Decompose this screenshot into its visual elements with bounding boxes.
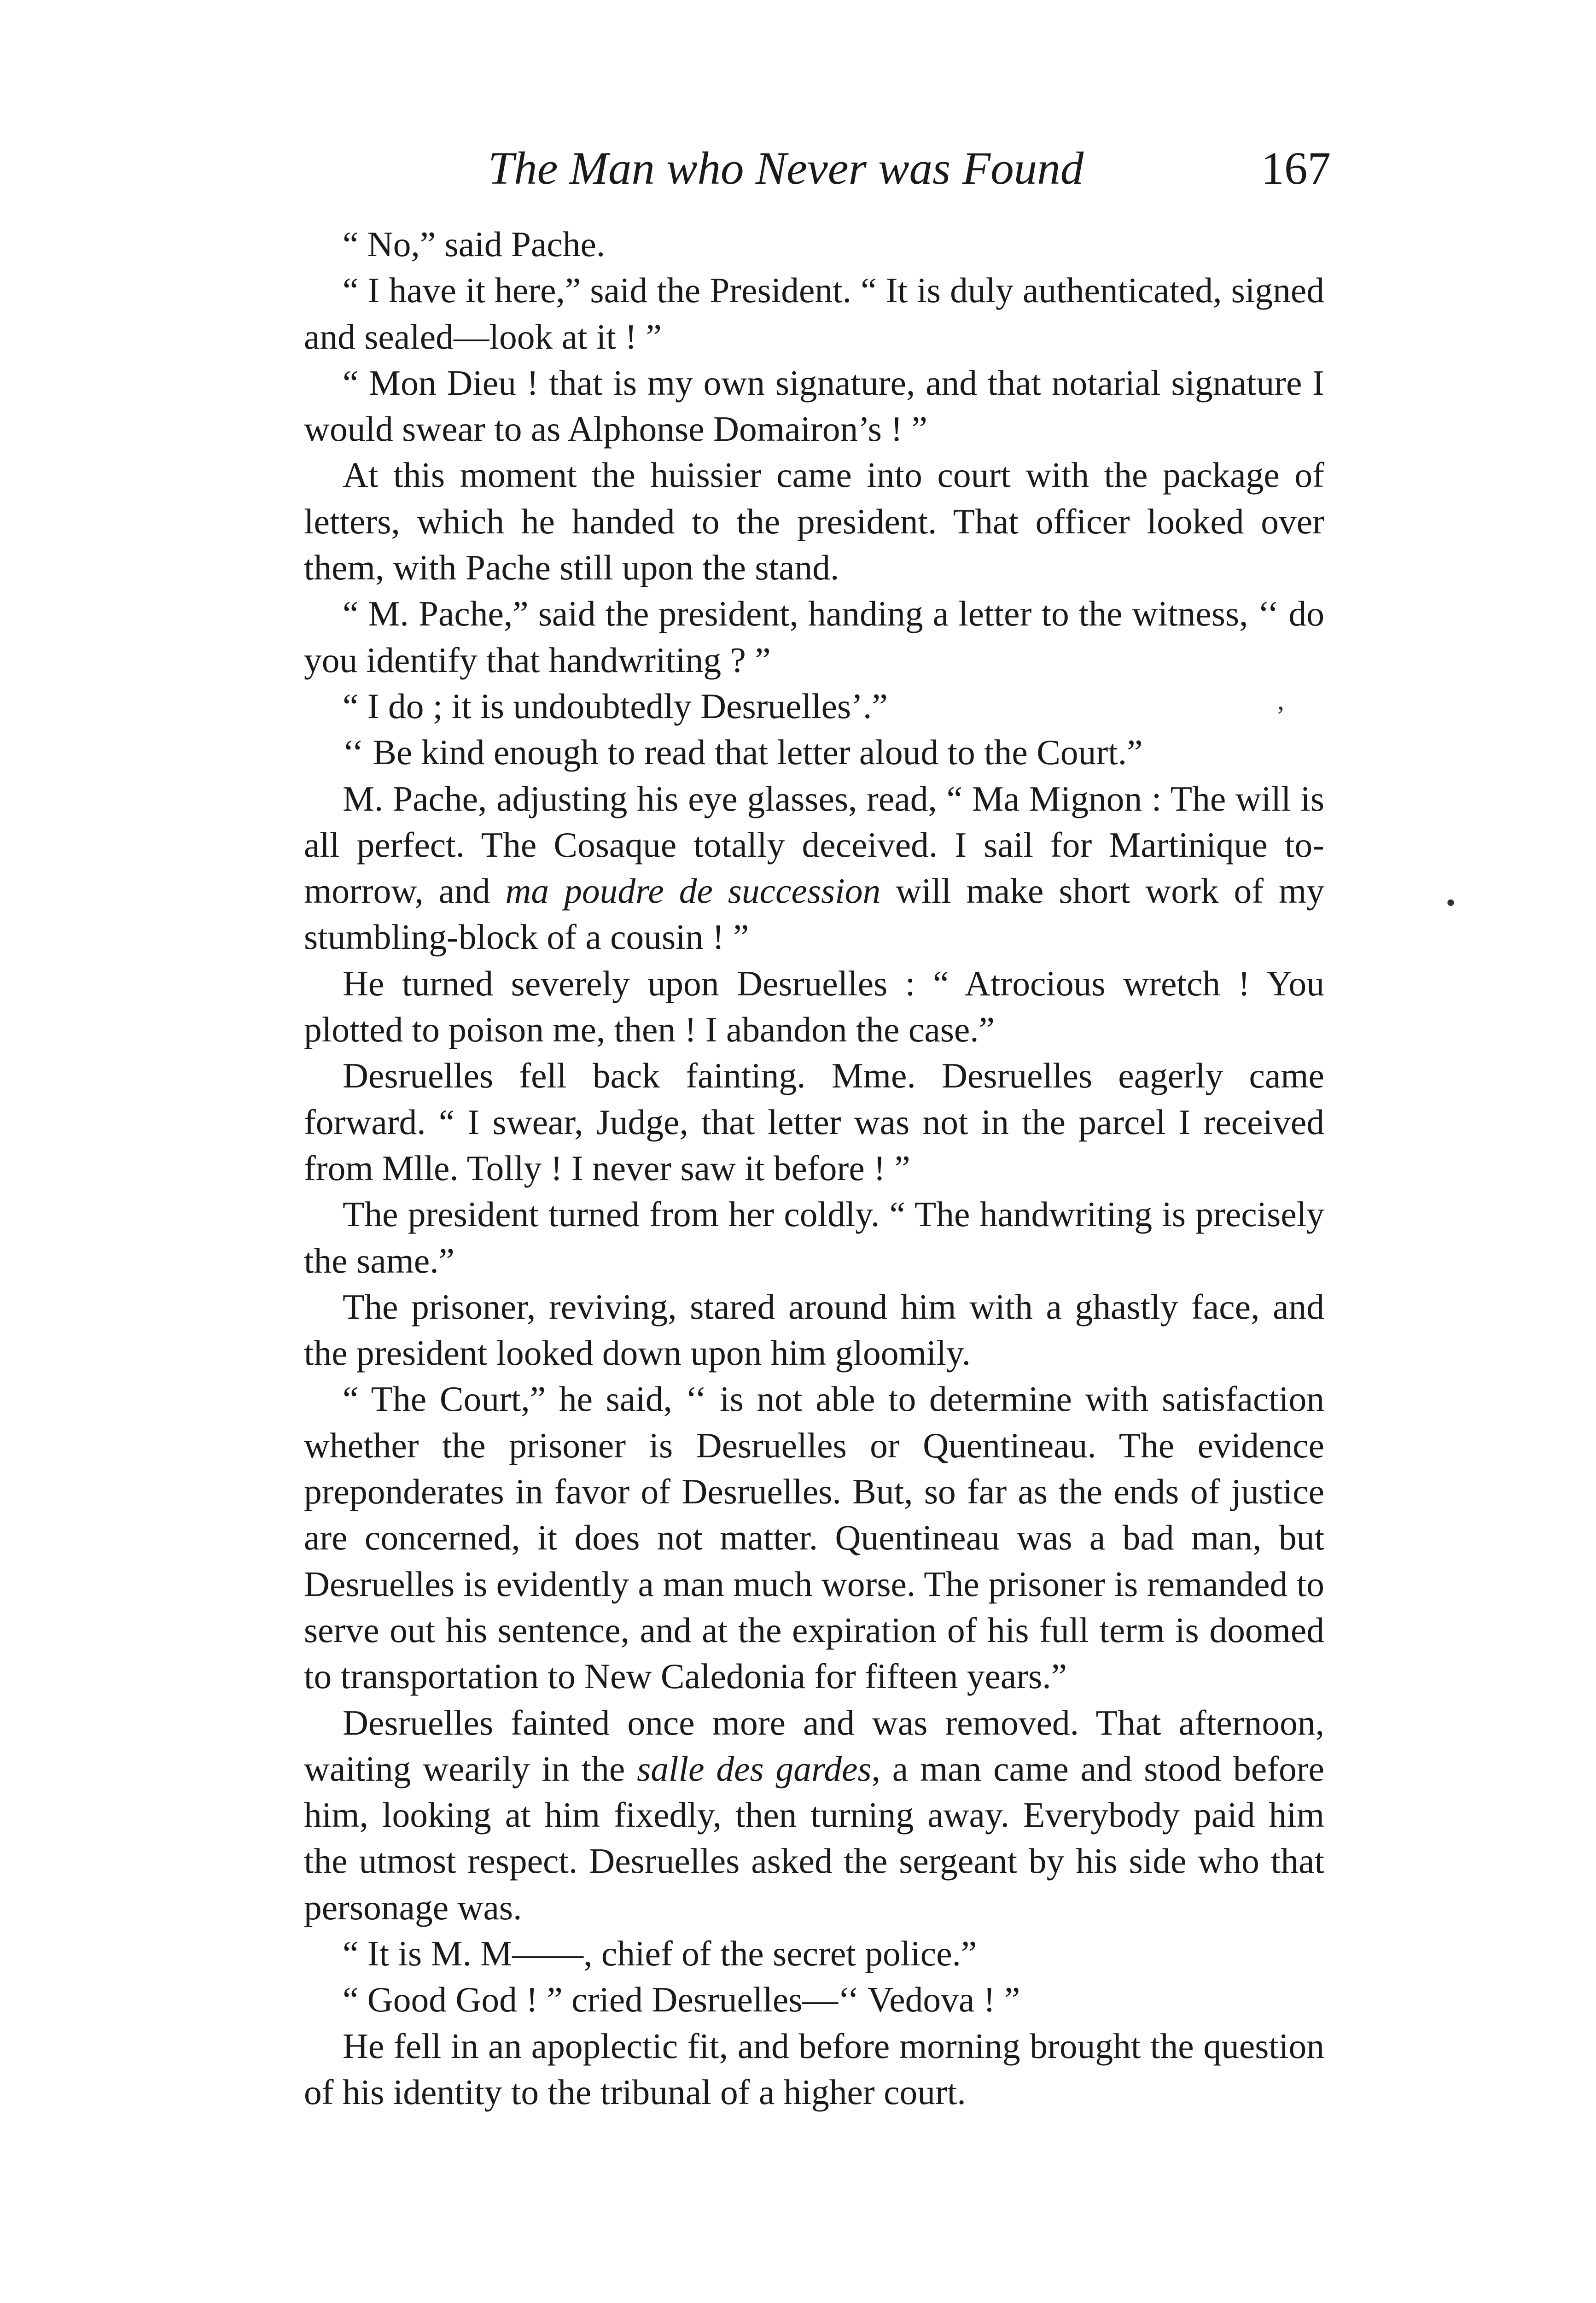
paragraph: “ It is M. M——, chief of the secret police.” — [343, 1933, 977, 1973]
ink-speck: • — [1446, 888, 1456, 918]
paragraph: He turned severely upon Desruelles : “ Atrocious wretch ! You plotted to poison me, then ! I abandon the case.” — [304, 963, 1324, 1050]
paragraph: “ The Court,” he said, ‘‘ is not able to determine with satisfaction whether the prisoner is Desruelles or Quentineau. The evidence preponderates in favor of Desruelles. But, so far as the ends of justice are concerned, it does not matter. Quentineau was a bad man, but Desruelles is evidently a man much worse. The prisoner is remanded to serve out his sentence, and at the expiration of his full term is doomed to transportation to New Caledonia for fifteen years.” — [304, 1379, 1324, 1696]
body-text — [304, 221, 1324, 2115]
paragraph-text: will make short work of my stumbling-block of a cousin ! ” — [304, 871, 1324, 957]
paragraph: “ M. Pache,” said the president, handing a letter to the witness, ‘‘ do you identify that handwriting ? ” — [304, 594, 1324, 680]
paragraph: “ I do ; it is undoubtedly Desruelles’.” — [343, 686, 888, 726]
paragraph: ‘‘ Be kind enough to read that letter aloud to the Court.” — [343, 732, 1143, 772]
paragraph: Desruelles fell back fainting. Mme. Desruelles eagerly came forward. “ I swear, Judge, that letter was not in the parcel I received from Mlle. Tolly ! I never saw it before ! ” — [304, 1056, 1324, 1188]
running-title: The Man who Never was Found — [488, 142, 1084, 194]
paragraph: “ I have it here,” said the President. “ It is duly authenticated, signed and sealed—look at it ! ” — [304, 270, 1324, 357]
paragraph: He fell in an apoplectic fit, and before morning brought the question of his identity to the tribunal of a higher court. — [304, 2026, 1324, 2112]
paragraph — [304, 1700, 1324, 1930]
paragraph: “ Mon Dieu ! that is my own signature, and that notarial signature I would swear to as Alphonse Domairon’s ! ” — [304, 362, 1324, 449]
paragraph-text: M. Pache, adjusting his eye glasses, read, “ Ma Mignon : The will is all perfect. The Cosaque totally deceived. I sail for Martinique to-morrow, and — [304, 778, 1324, 911]
italic-phrase: ma poudre de succession — [505, 871, 881, 911]
paragraph: “ No,” said Pache. — [343, 224, 606, 264]
paragraph: At this moment the huissier came into court with the package of letters, which he handed to the president. That officer looked over them, with Pache still upon the stand. — [304, 455, 1324, 588]
paragraph-text: Desruelles fainted once more and was removed. That afternoon, waiting wearily in the — [304, 1702, 1324, 1789]
ink-speck: , — [1277, 685, 1284, 715]
paragraph-text: , a man came and stood before him, looking at him fixedly, then turning away. Everybody paid him the utmost respect. Desruelles asked the sergeant by his side who that personage was. — [304, 1748, 1324, 1927]
paragraph: The president turned from her coldly. “ The handwriting is precisely the same.” — [304, 1194, 1324, 1280]
paragraph: The prisoner, reviving, stared around him with a ghastly face, and the president looked down upon him gloomily. — [304, 1286, 1324, 1373]
paragraph: “ Good God ! ” cried Desruelles—‘‘ Vedova ! ” — [343, 1980, 1020, 2020]
paragraph — [304, 776, 1324, 960]
italic-phrase: salle des gardes — [637, 1748, 872, 1789]
page-number: 167 — [1261, 142, 1331, 194]
running-head — [304, 138, 1331, 198]
